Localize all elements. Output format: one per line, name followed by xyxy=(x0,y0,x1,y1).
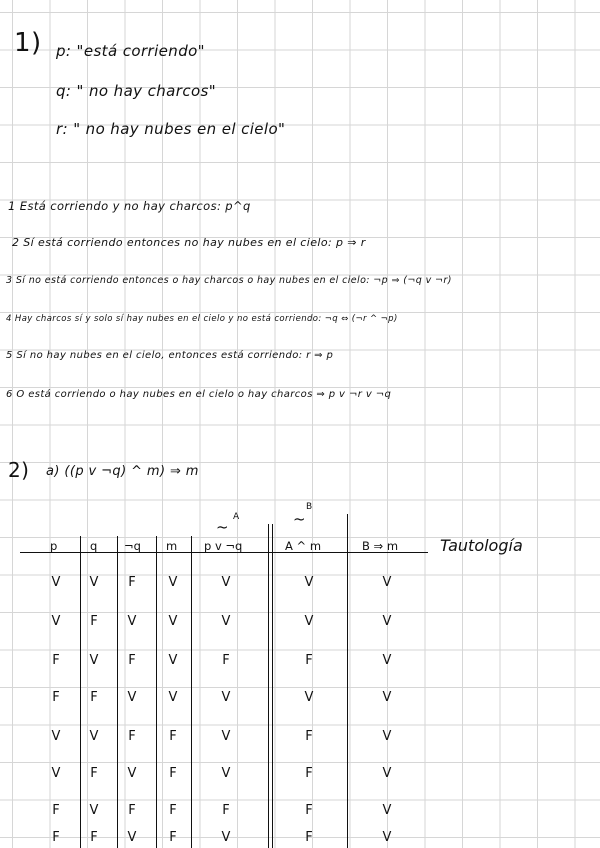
cell-m: V xyxy=(168,690,178,705)
cell-p: V xyxy=(51,614,61,629)
cell-a: V xyxy=(221,614,231,629)
cell-m: F xyxy=(169,766,177,781)
cell-b: V xyxy=(304,614,314,629)
cell-result: V xyxy=(382,575,392,590)
cell-result: V xyxy=(382,653,392,668)
header-q: q xyxy=(90,539,98,553)
cell-q: V xyxy=(89,653,99,668)
cell-b: V xyxy=(304,690,314,705)
header-result: B ⇒ m xyxy=(362,539,399,553)
cell-result: V xyxy=(382,729,392,744)
cell-a: V xyxy=(221,830,231,845)
cell-a: V xyxy=(221,690,231,705)
statement-3: 3 Sí no está corriendo entonces o hay charcos o hay nubes en el cielo: ¬p ⇒ (¬q v ¬r) xyxy=(6,275,452,286)
section-1-number: 1) xyxy=(14,28,42,58)
expression: a) ((p v ¬q) ^ m) ⇒ m xyxy=(46,464,199,479)
cell-b: F xyxy=(305,830,313,845)
annotation-b: B xyxy=(306,502,313,512)
cell-result: V xyxy=(382,830,392,845)
cell-a: V xyxy=(221,766,231,781)
annotation-b-brace: ~ xyxy=(293,510,306,528)
cell-q: V xyxy=(89,803,99,818)
cell-not-q: V xyxy=(127,830,137,845)
cell-b: V xyxy=(304,575,314,590)
cell-p: V xyxy=(51,766,61,781)
cell-b: F xyxy=(305,653,313,668)
cell-p: F xyxy=(52,830,60,845)
statement-5: 5 Sí no hay nubes en el cielo, entonces está corriendo: r ⇒ p xyxy=(6,350,334,361)
cell-m: F xyxy=(169,729,177,744)
cell-b: F xyxy=(305,729,313,744)
cell-not-q: F xyxy=(128,575,136,590)
cell-m: V xyxy=(168,575,178,590)
cell-a: F xyxy=(222,803,230,818)
statement-1: 1 Está corriendo y no hay charcos: p^q xyxy=(8,199,251,213)
cell-q: F xyxy=(90,690,98,705)
cell-m: F xyxy=(169,830,177,845)
cell-not-q: F xyxy=(128,803,136,818)
cell-p: V xyxy=(51,575,61,590)
annotation-a: A xyxy=(233,512,240,522)
cell-p: F xyxy=(52,653,60,668)
cell-p: V xyxy=(51,729,61,744)
cell-q: F xyxy=(90,614,98,629)
table-divider xyxy=(191,536,192,848)
cell-result: V xyxy=(382,803,392,818)
cell-q: F xyxy=(90,766,98,781)
tautology-label: Tautología xyxy=(440,536,523,555)
cell-not-q: V xyxy=(127,614,137,629)
proposition-r: r: " no hay nubes en el cielo" xyxy=(56,120,286,138)
proposition-q: q: " no hay charcos" xyxy=(56,82,217,100)
cell-b: F xyxy=(305,803,313,818)
cell-b: F xyxy=(305,766,313,781)
cell-q: F xyxy=(90,830,98,845)
cell-result: V xyxy=(382,766,392,781)
cell-a: V xyxy=(221,729,231,744)
header-b: A ^ m xyxy=(285,539,322,553)
statement-4: 4 Hay charcos sí y solo sí hay nubes en el cielo y no está corriendo: ¬q ⇔ (¬r ^ ¬p) xyxy=(6,314,398,324)
header-m: m xyxy=(166,539,178,553)
statement-2: 2 Sí está corriendo entonces no hay nubes en el cielo: p ⇒ r xyxy=(12,236,366,249)
cell-a: V xyxy=(221,575,231,590)
annotation-a-brace: ~ xyxy=(216,518,229,536)
cell-result: V xyxy=(382,614,392,629)
cell-not-q: F xyxy=(128,729,136,744)
proposition-p: p: "está corriendo" xyxy=(56,42,205,60)
cell-result: V xyxy=(382,690,392,705)
cell-m: V xyxy=(168,653,178,668)
statement-6: 6 O está corriendo o hay nubes en el cielo o hay charcos ⇒ p v ¬r v ¬q xyxy=(6,389,392,400)
cell-not-q: V xyxy=(127,690,137,705)
cell-q: V xyxy=(89,729,99,744)
section-2-number: 2) xyxy=(8,458,30,482)
cell-p: F xyxy=(52,803,60,818)
cell-a: F xyxy=(222,653,230,668)
cell-not-q: V xyxy=(127,766,137,781)
header-a: p v ¬q xyxy=(204,539,243,553)
header-p: p xyxy=(50,539,58,553)
table-divider xyxy=(347,514,348,848)
table-divider xyxy=(272,524,273,848)
cell-m: F xyxy=(169,803,177,818)
cell-m: V xyxy=(168,614,178,629)
table-divider xyxy=(268,524,269,848)
cell-p: F xyxy=(52,690,60,705)
cell-q: V xyxy=(89,575,99,590)
cell-not-q: F xyxy=(128,653,136,668)
header-not-q: ¬q xyxy=(124,539,141,553)
